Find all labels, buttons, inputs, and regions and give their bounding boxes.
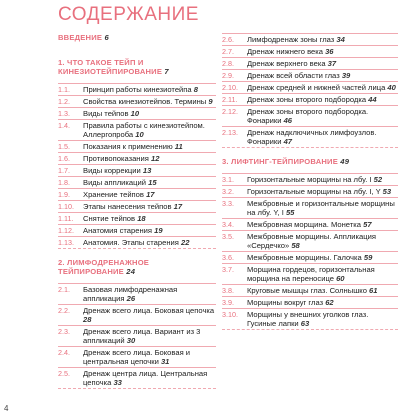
item-page: 33 [113,378,122,387]
item-number: 3.2. [222,187,234,196]
toc-item[interactable] [58,236,216,248]
toc-item[interactable] [58,200,216,212]
item-title: Морщины у внешних уголков глаз. Гусиные лапки [247,310,369,328]
item-number: 3.8. [222,286,234,295]
item-page: 12 [150,154,160,163]
item-number: 2.1. [58,285,70,294]
item-number: 2.2. [58,306,70,315]
item-page: 44 [368,95,377,104]
item-number: 1.12. [58,226,74,235]
toc-item[interactable] [58,283,216,304]
item-title: Дренаж зоны второго подбородка. Фонарики [247,107,369,125]
toc-item[interactable] [58,188,216,200]
item-title: Показания к применению [83,142,173,151]
item-number: 2.13. [222,128,238,137]
item-number: 3.3. [222,199,234,208]
item-number: 1.11. [58,214,74,223]
item-title: Дренаж верхнего века [247,59,326,68]
toc-item[interactable] [58,152,216,164]
item-page: 57 [363,220,372,229]
item-page: 39 [341,71,351,80]
section-end-divider [58,248,216,249]
section-title: ВВЕДЕНИЕ [58,33,103,42]
item-number: 1.7. [58,166,70,175]
toc-item[interactable] [58,107,216,119]
toc-item[interactable] [222,45,398,57]
item-title: Анатомия старения [83,226,153,235]
item-page: 36 [325,47,334,56]
item-page: 61 [369,286,378,295]
item-title: Морщины вокруг глаз [247,298,324,307]
item-title: Противопоказания [83,154,149,163]
item-number: 2.11. [222,95,238,104]
item-page: 58 [291,241,300,250]
item-page: 37 [327,59,337,68]
toc-item[interactable] [58,224,216,236]
item-title: Межбровные и горизонтальные морщины на лбу. Y, I [247,199,395,217]
item-title: Принцип работы кинезиотейпа [83,85,192,94]
toc-right-column [222,33,398,330]
toc-item[interactable] [222,105,398,126]
item-number: 3.4. [222,220,234,229]
item-page: 17 [146,190,155,199]
item-page: 60 [336,274,345,283]
toc-item[interactable] [222,218,398,230]
toc-item[interactable] [222,33,398,45]
section-page: 6 [104,33,109,42]
item-page: 8 [193,85,198,94]
item-page: 63 [300,319,310,328]
toc-item[interactable] [58,164,216,176]
toc-item[interactable] [222,126,398,147]
toc-item[interactable] [222,93,398,105]
item-number: 1.3. [58,109,70,118]
item-page: 17 [173,202,183,211]
toc-section-heading[interactable] [222,157,398,166]
item-title: Этапы нанесения тейпов [83,202,172,211]
item-number: 1.8. [58,178,70,187]
item-page: 46 [283,116,293,125]
toc-item[interactable] [222,296,398,308]
item-title: Морщина гордецов, горизонтальная морщина на переносице [247,265,375,283]
item-number: 2.10. [222,83,238,92]
item-number: 3.10. [222,310,238,319]
item-title: Виды аппликаций [83,178,146,187]
item-title: Горизонтальные морщины на лбу. I, Y [247,187,381,196]
item-title: Круговые мышцы глаз. Солнышко [247,286,367,295]
toc-section-heading[interactable] [58,58,216,76]
item-page: 34 [336,35,345,44]
item-title: Дренаж средней и нижней частей лица [247,83,386,92]
item-page: 19 [154,226,163,235]
item-number: 1.4. [58,121,70,130]
toc-item[interactable] [58,119,216,140]
toc-item[interactable] [222,251,398,263]
item-number: 2.12. [222,107,238,116]
section-title: 2. ЛИМФОДРЕНАЖНОЕ ТЕЙПИРОВАНИЕ [58,258,150,276]
item-number: 1.1. [58,85,70,94]
item-title: Снятие тейпов [83,214,136,223]
section-title: 3. ЛИФТИНГ-ТЕЙПИРОВАНИЕ [222,157,338,166]
item-page: 28 [83,315,92,324]
toc-item[interactable] [58,83,216,95]
item-title: Базовая лимфодренажная аппликация [83,285,178,303]
item-number: 3.9. [222,298,234,307]
item-title: Дренаж центра лица. Центральная цепочка [83,369,208,387]
item-number: 1.5. [58,142,70,151]
item-title: Дренаж всей области глаз [247,71,340,80]
section-end-divider [222,329,398,330]
item-page: 62 [325,298,334,307]
item-page: 22 [181,238,190,247]
item-page: 40 [387,83,396,92]
item-page: 18 [137,214,146,223]
item-number: 2.4. [58,348,70,357]
section-page: 24 [126,267,136,276]
toc-section-heading[interactable] [58,33,216,42]
item-page: 47 [283,137,293,146]
item-title: Дренаж зоны второго подбородка [247,95,367,104]
item-page: 13 [142,166,152,175]
section-end-divider [222,147,398,148]
item-number: 3.5. [222,232,234,241]
toc-item[interactable] [222,230,398,251]
item-title: Дренаж нижнего века [247,47,323,56]
item-title: Хранение тейпов [83,190,144,199]
item-number: 2.6. [222,35,234,44]
toc-item[interactable] [222,185,398,197]
item-number: 1.10. [58,202,74,211]
item-page: 55 [285,208,295,217]
item-page: 15 [148,178,157,187]
item-page: 30 [126,336,136,345]
item-title: Межбровные морщины. Галочка [247,253,362,262]
toc-item[interactable] [58,304,216,325]
toc-item[interactable] [222,81,398,93]
page-number: 4 [4,404,9,413]
item-title: Дренаж всего лица. Вариант из 3 аппликаций [83,327,201,345]
toc-item[interactable] [58,346,216,367]
item-number: 3.1. [222,175,234,184]
item-title: Дренаж всего лица. Боковая цепочка [83,306,215,315]
item-title: Правила работы с кинезиотейпом. Аллергопроба [83,121,205,139]
toc-item[interactable] [58,212,216,224]
item-number: 1.9. [58,190,70,199]
item-number: 2.3. [58,327,70,336]
item-number: 2.8. [222,59,234,68]
item-page: 11 [174,142,183,151]
item-title: Анатомия. Этапы старения [83,238,179,247]
item-page: 52 [373,175,383,184]
item-title: Дренаж надключичных лимфоузлов. Фонарики [247,128,377,146]
toc-item[interactable] [222,57,398,69]
item-title: Виды коррекции [83,166,141,175]
item-number: 1.6. [58,154,70,163]
toc-item[interactable] [222,263,398,284]
section-title: 1. ЧТО ТАКОЕ ТЕЙП И КИНЕЗИОТЕЙПИРОВАНИЕ [58,58,163,76]
item-page: 26 [126,294,136,303]
toc-item[interactable] [222,308,398,329]
item-number: 1.2. [58,97,70,106]
item-page: 53 [382,187,392,196]
toc-item[interactable] [222,69,398,81]
item-number: 2.9. [222,71,234,80]
item-page: 59 [363,253,373,262]
toc-item[interactable] [58,95,216,107]
toc-section-heading[interactable] [58,258,216,276]
item-page: 10 [130,109,140,118]
page-title: СОДЕРЖАНИЕ [58,4,199,25]
section-page: 49 [340,157,350,166]
item-number: 1.13. [58,238,74,247]
item-title: Свойства кинезиотейпов. Термины [83,97,207,106]
toc-item[interactable] [58,140,216,152]
section-page: 7 [164,67,169,76]
toc-left-column [58,33,216,389]
item-title: Лимфодренаж зоны глаз [247,35,335,44]
item-title: Межбровная морщина. Монетка [247,220,361,229]
toc-item[interactable] [222,173,398,185]
item-page: 9 [208,97,213,106]
toc-item[interactable] [222,284,398,296]
toc-item[interactable] [222,197,398,218]
item-number: 3.6. [222,253,234,262]
item-title: Межбровные морщины. Аппликация «Сердечко» [247,232,376,250]
section-end-divider [58,388,216,389]
item-number: 3.7. [222,265,234,274]
toc-item[interactable] [58,176,216,188]
item-title: Виды тейпов [83,109,129,118]
toc-item[interactable] [58,325,216,346]
item-page: 10 [135,130,144,139]
toc-item[interactable] [58,367,216,388]
item-number: 2.7. [222,47,234,56]
item-page: 31 [160,357,170,366]
item-number: 2.5. [58,369,70,378]
item-title: Дренаж всего лица. Боковая и центральная цепочки [83,348,191,366]
item-title: Горизонтальные морщины на лбу. I [247,175,372,184]
